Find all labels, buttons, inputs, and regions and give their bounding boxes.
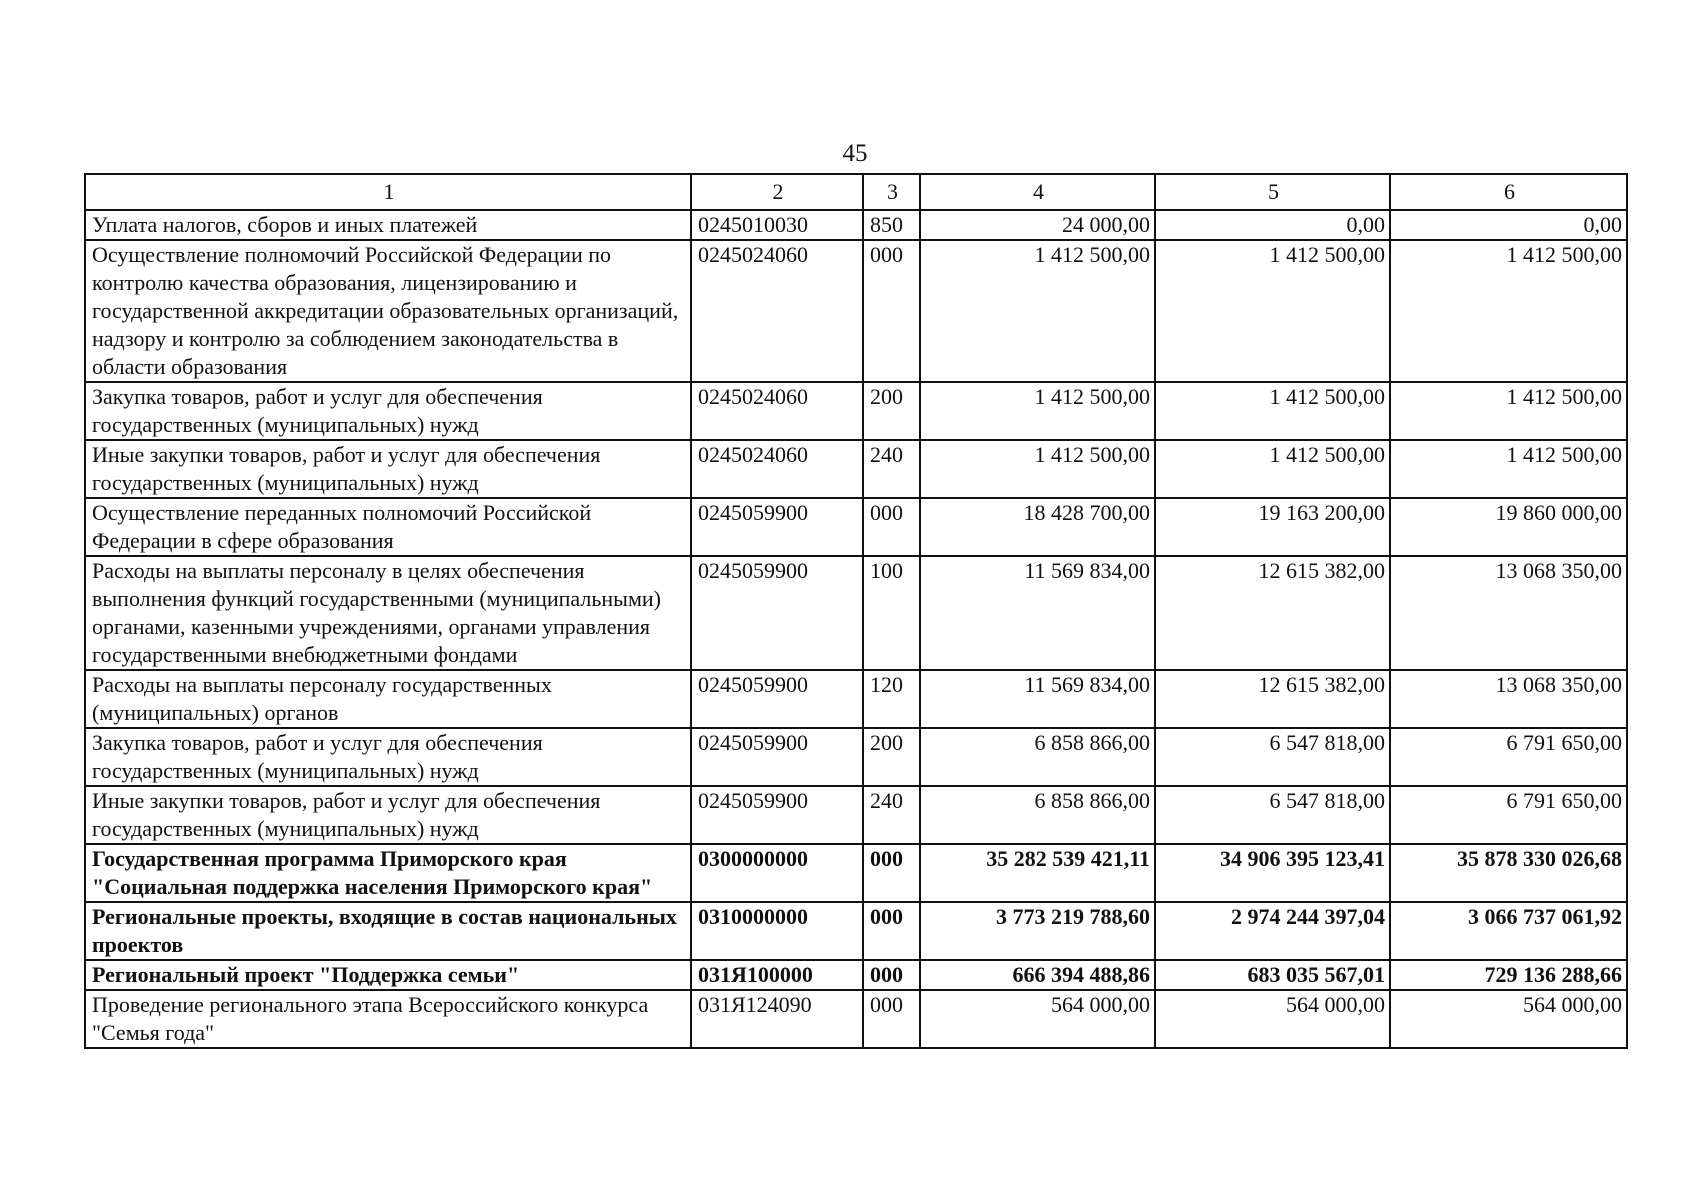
row-value-col5: 6 547 818,00 [1155, 786, 1390, 844]
row-kvr-cell: 000 [863, 240, 920, 382]
row-value-col6: 729 136 288,66 [1390, 960, 1627, 990]
table-header [85, 174, 1627, 210]
row-name-cell: Иные закупки товаров, работ и услуг для обеспечения государственных (муниципальных) нужд [85, 440, 691, 498]
row-value-col6: 13 068 350,00 [1390, 670, 1627, 728]
row-code-cell: 0245059900 [691, 556, 863, 670]
row-name-cell: Региональный проект "Поддержка семьи" [85, 960, 691, 990]
table-row [85, 844, 1627, 902]
table-body [85, 210, 1627, 1048]
row-code-cell: 0300000000 [691, 844, 863, 902]
row-kvr-cell: 200 [863, 382, 920, 440]
table-row [85, 902, 1627, 960]
row-kvr-cell: 100 [863, 556, 920, 670]
row-code-cell: 0245024060 [691, 440, 863, 498]
row-value-col6: 564 000,00 [1390, 990, 1627, 1048]
column-header-3: 3 [863, 174, 920, 210]
row-name-cell: Закупка товаров, работ и услуг для обеспечения государственных (муниципальных) нужд [85, 728, 691, 786]
row-value-col5: 6 547 818,00 [1155, 728, 1390, 786]
row-code-cell: 0245059900 [691, 670, 863, 728]
table-row [85, 498, 1627, 556]
row-value-col5: 0,00 [1155, 210, 1390, 240]
row-code-cell: 0245024060 [691, 240, 863, 382]
row-name-cell: Расходы на выплаты персоналу государственных (муниципальных) органов [85, 670, 691, 728]
row-code-cell: 031Я124090 [691, 990, 863, 1048]
row-name-cell: Иные закупки товаров, работ и услуг для обеспечения государственных (муниципальных) нужд [85, 786, 691, 844]
column-header-4: 4 [920, 174, 1155, 210]
row-kvr-cell: 240 [863, 440, 920, 498]
budget-table [84, 173, 1628, 1049]
row-value-col6: 3 066 737 061,92 [1390, 902, 1627, 960]
column-header-1: 1 [85, 174, 691, 210]
row-kvr-cell: 000 [863, 498, 920, 556]
table-row [85, 728, 1627, 786]
row-value-col6: 1 412 500,00 [1390, 240, 1627, 382]
row-value-col4: 564 000,00 [920, 990, 1155, 1048]
column-header-2: 2 [691, 174, 863, 210]
row-value-col6: 1 412 500,00 [1390, 382, 1627, 440]
row-name-cell: Расходы на выплаты персоналу в целях обеспечения выполнения функций государственными (муниципальными) органами, казенными учреждениями, органами управления государственными внебюджетными фондами [85, 556, 691, 670]
table-row [85, 556, 1627, 670]
row-code-cell: 0245059900 [691, 786, 863, 844]
table-row [85, 210, 1627, 240]
row-value-col4: 11 569 834,00 [920, 670, 1155, 728]
row-value-col4: 1 412 500,00 [920, 240, 1155, 382]
row-value-col5: 1 412 500,00 [1155, 382, 1390, 440]
row-value-col6: 19 860 000,00 [1390, 498, 1627, 556]
row-kvr-cell: 000 [863, 844, 920, 902]
table-row [85, 960, 1627, 990]
row-value-col5: 12 615 382,00 [1155, 556, 1390, 670]
header-row [85, 174, 1627, 210]
row-value-col6: 35 878 330 026,68 [1390, 844, 1627, 902]
row-value-col4: 18 428 700,00 [920, 498, 1155, 556]
row-value-col5: 683 035 567,01 [1155, 960, 1390, 990]
row-code-cell: 0245010030 [691, 210, 863, 240]
row-name-cell: Закупка товаров, работ и услуг для обеспечения государственных (муниципальных) нужд [85, 382, 691, 440]
row-value-col4: 6 858 866,00 [920, 728, 1155, 786]
row-value-col5: 1 412 500,00 [1155, 240, 1390, 382]
table-row [85, 440, 1627, 498]
row-value-col5: 19 163 200,00 [1155, 498, 1390, 556]
row-value-col4: 1 412 500,00 [920, 440, 1155, 498]
table-row [85, 382, 1627, 440]
row-value-col6: 1 412 500,00 [1390, 440, 1627, 498]
row-kvr-cell: 850 [863, 210, 920, 240]
row-value-col6: 13 068 350,00 [1390, 556, 1627, 670]
row-value-col4: 24 000,00 [920, 210, 1155, 240]
row-code-cell: 0245059900 [691, 498, 863, 556]
row-value-col4: 3 773 219 788,60 [920, 902, 1155, 960]
row-kvr-cell: 000 [863, 990, 920, 1048]
row-kvr-cell: 000 [863, 960, 920, 990]
row-value-col6: 6 791 650,00 [1390, 786, 1627, 844]
row-value-col5: 564 000,00 [1155, 990, 1390, 1048]
column-header-6: 6 [1390, 174, 1627, 210]
row-value-col4: 1 412 500,00 [920, 382, 1155, 440]
row-value-col5: 12 615 382,00 [1155, 670, 1390, 728]
table-row [85, 786, 1627, 844]
table-row [85, 990, 1627, 1048]
row-name-cell: Уплата налогов, сборов и иных платежей [85, 210, 691, 240]
row-kvr-cell: 240 [863, 786, 920, 844]
row-name-cell: Осуществление переданных полномочий Российской Федерации в сфере образования [85, 498, 691, 556]
row-code-cell: 0245024060 [691, 382, 863, 440]
row-value-col6: 6 791 650,00 [1390, 728, 1627, 786]
row-value-col6: 0,00 [1390, 210, 1627, 240]
row-value-col4: 666 394 488,86 [920, 960, 1155, 990]
row-value-col4: 11 569 834,00 [920, 556, 1155, 670]
row-name-cell: Осуществление полномочий Российской Федерации по контролю качества образования, лицензированию и государственной аккредитации образовательных организаций, надзору и контролю за соблюдением законодательства в области образования [85, 240, 691, 382]
row-name-cell: Региональные проекты, входящие в состав национальных проектов [85, 902, 691, 960]
row-name-cell: Проведение регионального этапа Всероссийского конкурса "Семья года" [85, 990, 691, 1048]
table-row [85, 240, 1627, 382]
column-header-5: 5 [1155, 174, 1390, 210]
row-name-cell: Государственная программа Приморского края "Социальная поддержка населения Приморского края" [85, 844, 691, 902]
row-value-col5: 34 906 395 123,41 [1155, 844, 1390, 902]
row-code-cell: 0245059900 [691, 728, 863, 786]
row-value-col4: 35 282 539 421,11 [920, 844, 1155, 902]
row-code-cell: 0310000000 [691, 902, 863, 960]
row-code-cell: 031Я100000 [691, 960, 863, 990]
row-kvr-cell: 120 [863, 670, 920, 728]
row-kvr-cell: 000 [863, 902, 920, 960]
row-kvr-cell: 200 [863, 728, 920, 786]
row-value-col5: 1 412 500,00 [1155, 440, 1390, 498]
row-value-col5: 2 974 244 397,04 [1155, 902, 1390, 960]
table-row [85, 670, 1627, 728]
page-number: 45 [842, 140, 868, 167]
row-value-col4: 6 858 866,00 [920, 786, 1155, 844]
